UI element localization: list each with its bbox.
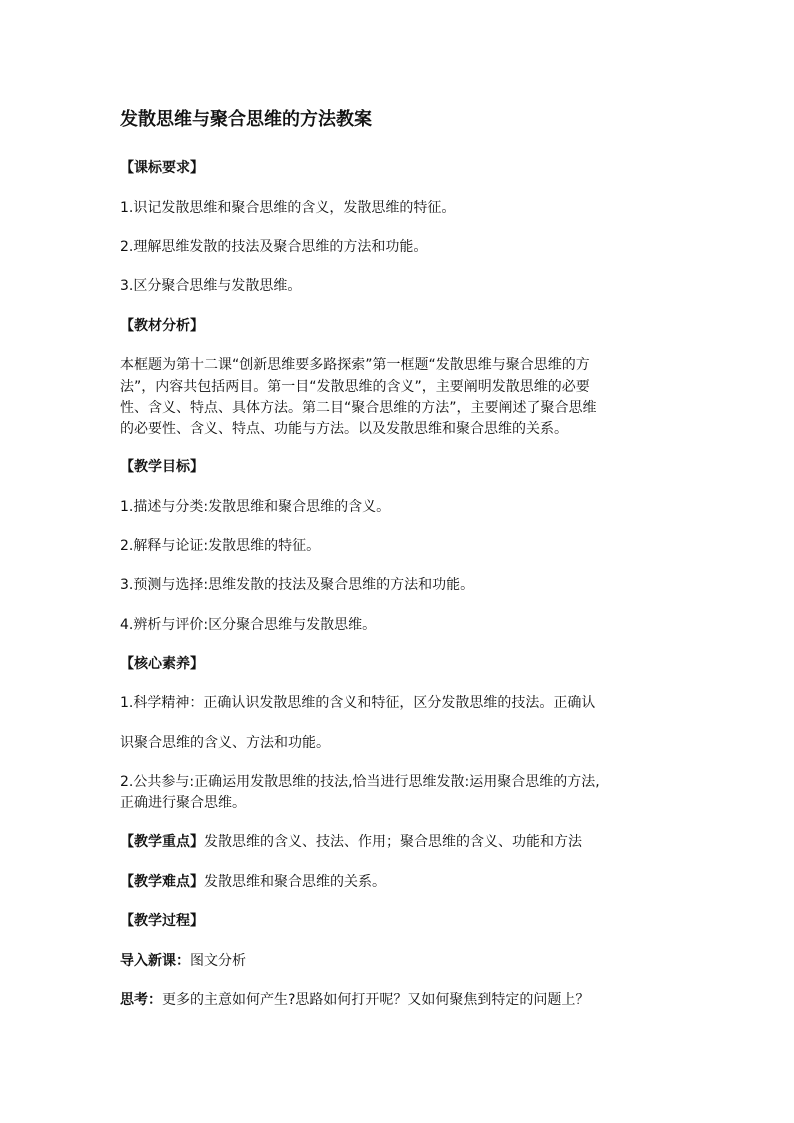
key-points-text: 发散思维的含义、技法、作用；聚合思维的含义、功能和方法 <box>204 834 582 850</box>
core-literacy-item-1a: 1.科学精神：正确认识发散思维的含义和特征，区分发散思维的技法。正确认 <box>120 695 596 711</box>
core-literacy-item-1b: 识聚合思维的含义、方法和功能。 <box>120 735 330 751</box>
textbook-analysis-line-1: 本框题为第十二课“创新思维要多路探索”第一框题“发散思维与聚合思维的方 <box>120 357 590 373</box>
lead-in-text: 图文分析 <box>190 953 246 969</box>
difficulties-label: 【教学难点】 <box>120 874 204 890</box>
think-text: 更多的主意如何产生?思路如何打开呢？又如何聚焦到特定的问题上？ <box>162 992 590 1008</box>
objective-item-3: 3.预测与选择:思维发散的技法及聚合思维的方法和功能。 <box>120 577 475 593</box>
objective-item-2: 2.解释与论证:发散思维的特征。 <box>120 538 321 554</box>
think-question <box>120 989 589 1011</box>
textbook-analysis-line-3: 性、含义、特点、具体方法。第二目“聚合思维的方法”，主要阐述了聚合思维 <box>120 400 597 416</box>
section-heading-curriculum: 【课标要求】 <box>120 160 204 176</box>
curriculum-item-3: 3.区分聚合思维与发散思维。 <box>120 278 302 294</box>
section-heading-textbook: 【教材分析】 <box>120 318 204 334</box>
textbook-analysis-line-2: 法”，内容共包括两目。第一目“发散思维的含义”，主要阐明发散思维的必要 <box>120 379 590 395</box>
lead-in <box>120 950 246 972</box>
curriculum-item-1: 1.识记发散思维和聚合思维的含义，发散思维的特征。 <box>120 200 456 216</box>
core-literacy-item-2-line-2: 正确进行聚合思维。 <box>120 795 246 811</box>
section-heading-process: 【教学过程】 <box>120 913 204 929</box>
curriculum-item-2: 2.理解思维发散的技法及聚合思维的方法和功能。 <box>120 239 428 255</box>
textbook-analysis-line-4: 的必要性、含义、特点、功能与方法。以及发散思维和聚合思维的关系。 <box>120 421 568 437</box>
section-heading-core-literacy: 【核心素养】 <box>120 656 204 672</box>
teaching-difficulties <box>120 871 386 893</box>
core-literacy-item-2-line-1: 2.公共参与:正确运用发散思维的技法,恰当进行思维发散:运用聚合思维的方法, <box>120 774 600 790</box>
section-heading-objectives: 【教学目标】 <box>120 459 204 475</box>
key-points-label: 【教学重点】 <box>120 834 204 850</box>
difficulties-text: 发散思维和聚合思维的关系。 <box>204 874 386 890</box>
teaching-key-points <box>120 831 582 853</box>
think-label: 思考： <box>120 992 162 1008</box>
objective-item-4: 4.辨析与评价:区分聚合思维与发散思维。 <box>120 617 377 633</box>
objective-item-1: 1.描述与分类:发散思维和聚合思维的含义。 <box>120 499 391 515</box>
lead-in-label: 导入新课： <box>120 953 190 969</box>
document-title: 发散思维与聚合思维的方法教案 <box>120 109 372 130</box>
